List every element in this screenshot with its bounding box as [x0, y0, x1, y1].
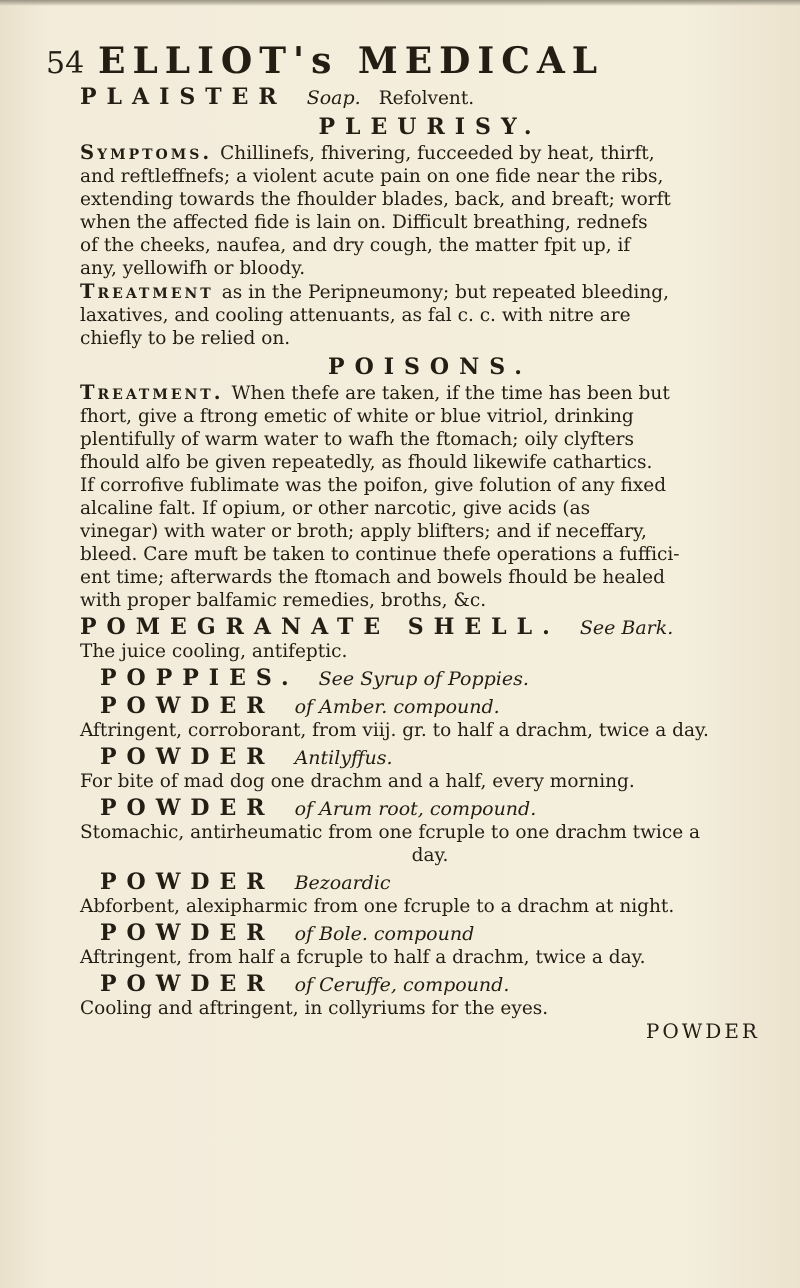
heading-title: POWDER [100, 744, 275, 770]
paragraph-line [80, 234, 780, 257]
paragraph-text: fhort, give a ftrong emetic of white or blue vitriol, drinking [80, 406, 634, 427]
text-line: Aftringent, corroborant, from viij. gr. to half a drachm, twice a day. [80, 720, 709, 741]
heading-subtitle: of Amber. compound. [288, 696, 500, 718]
text-line: Aftringent, from half a fcruple to half a drachm, twice a day. [80, 947, 646, 968]
paragraph-text: of the cheeks, naufea, and dry cough, the matter fpit up, if [80, 235, 631, 256]
paragraph-line [80, 543, 780, 566]
entry-heading [80, 797, 780, 821]
entry-heading [80, 871, 780, 895]
heading-title: POWDER [100, 795, 275, 821]
heading-subtitle: of Ceruffe, compound. [288, 974, 510, 996]
paragraph-line [80, 280, 780, 304]
paragraph-lead: Symptoms. [80, 141, 213, 164]
section-heading: PLEURISY. [318, 114, 542, 140]
paragraph-line [80, 211, 780, 234]
page-header [46, 40, 766, 88]
paragraph-line [80, 474, 780, 497]
paragraph-line [80, 589, 780, 612]
heading-title: PLAISTER [80, 84, 287, 110]
catchword: POWDER [645, 1019, 760, 1043]
entry-heading [80, 973, 780, 997]
paragraph-line [80, 257, 780, 280]
entry-heading [80, 746, 780, 770]
paragraph-text: ent time; afterwards the ftomach and bowels fhould be healed [80, 567, 665, 588]
running-head: ELLIOT's MEDICAL [98, 40, 605, 82]
paragraph-text: bleed. Care muft be taken to continue thefe operations a fuffici- [80, 544, 680, 565]
heading-subtitle: Antilyffus. [288, 747, 393, 769]
entry-heading [80, 695, 780, 719]
paragraph-line [80, 566, 780, 589]
paragraph-lead: Treatment. [80, 381, 224, 404]
paragraph-text: with proper balfamic remedies, broths, &c. [80, 590, 487, 611]
paragraph-text: vinegar) with water or broth; apply blifters; and if neceffary, [80, 521, 647, 542]
heading-title: POMEGRANATE SHELL. [80, 614, 560, 640]
paragraph-line [80, 497, 780, 520]
entry-heading [80, 667, 780, 691]
text-line: Cooling and aftringent, in collyriums for the eyes. [80, 998, 549, 1019]
heading-subtitle: See Bark. [573, 617, 674, 639]
paragraph-line [80, 428, 780, 451]
text-line: day. [411, 845, 449, 866]
heading-subtitle: See Syrup of Poppies. [312, 668, 529, 690]
paragraph-text: when the affected fide is lain on. Difficult breathing, rednefs [80, 212, 648, 233]
heading-title: POWDER [100, 971, 275, 997]
heading-subtitle: of Bole. compound [288, 923, 475, 945]
paragraph-line [80, 381, 780, 405]
paragraph-text: any, yellowifh or bloody. [80, 258, 306, 279]
paragraph-line [80, 165, 780, 188]
paragraph-line [80, 141, 780, 165]
heading-tail: Refolvent. [378, 88, 475, 109]
paragraph-text: chiefly to be relied on. [80, 328, 291, 349]
text-line: The juice cooling, antifeptic. [80, 641, 348, 662]
paragraph-text: plentifully of warm water to wafh the ftomach; oily clyfters [80, 429, 634, 450]
page-edge-shadow [0, 0, 800, 6]
heading-subtitle: Soap. [300, 87, 361, 109]
heading-title: POPPIES. [100, 665, 299, 691]
paragraph-text: When thefe are taken, if the time has been but [231, 383, 670, 404]
paragraph-line [80, 327, 780, 350]
paragraph-text: and reftleffnefs; a violent acute pain on one fide near the ribs, [80, 166, 664, 187]
heading-subtitle: of Arum root, compound. [288, 798, 537, 820]
text-line: For bite of mad dog one drachm and a half, every morning. [80, 771, 635, 792]
paragraph-line [80, 520, 780, 543]
heading-title: POWDER [100, 869, 275, 895]
entry-heading [80, 616, 780, 640]
paragraph-text: as in the Peripneumony; but repeated bleeding, [221, 282, 669, 303]
heading-subtitle: Bezoardic [288, 872, 391, 894]
text-line: Stomachic, antirheumatic from one fcruple to one drachm twice a [80, 822, 701, 843]
paragraph-text: extending towards the fhoulder blades, back, and breaft; worft [80, 189, 671, 210]
page-number: 54 [46, 46, 85, 81]
section-heading: POISONS. [328, 354, 532, 380]
text-line: Abforbent, alexipharmic from one fcruple to a drachm at night. [80, 896, 675, 917]
heading-title: POWDER [100, 693, 275, 719]
entry-heading [80, 86, 780, 110]
paragraph-text: laxatives, and cooling attenuants, as fal c. c. with nitre are [80, 305, 631, 326]
heading-title: POWDER [100, 920, 275, 946]
paragraph-lead: Treatment [80, 280, 214, 303]
paragraph-line [80, 188, 780, 211]
paragraph-line [80, 405, 780, 428]
paragraph-text: Chillinefs, fhivering, fucceeded by heat, thirft, [220, 143, 655, 164]
paragraph-text: alcaline falt. If opium, or other narcotic, give acids (as [80, 498, 591, 519]
page-body [80, 82, 780, 1043]
paragraph-line [80, 304, 780, 327]
paragraph-line [80, 451, 780, 474]
paragraph-text: fhould alfo be given repeatedly, as fhould likewife cathartics. [80, 452, 653, 473]
paragraph-text: If corrofive fublimate was the poifon, give folution of any fixed [80, 475, 667, 496]
entry-heading [80, 922, 780, 946]
